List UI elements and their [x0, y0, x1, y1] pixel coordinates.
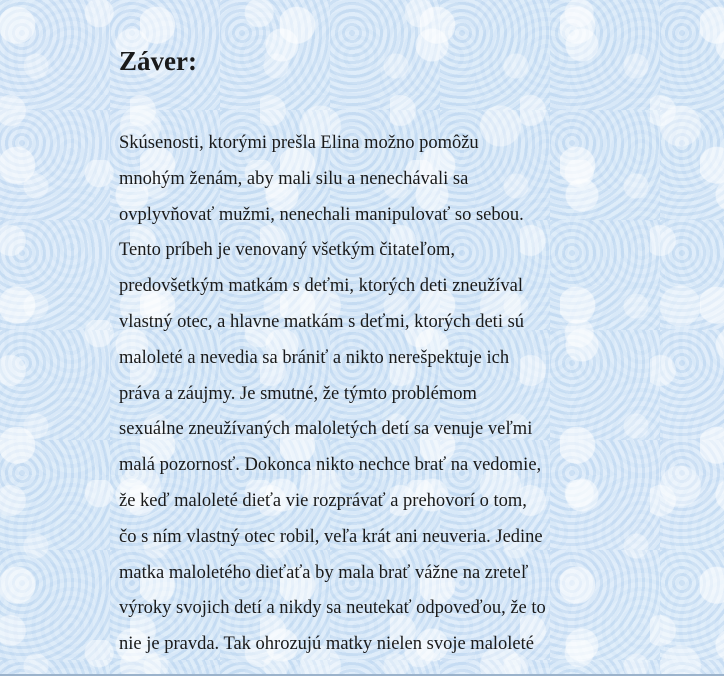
text-line: malá pozornosť. Dokonca nikto nechce brať na vedomie, — [119, 455, 542, 476]
text-line: Tento príbeh je venovaný všetkým čitateľom, — [119, 240, 456, 261]
text-line: vlastný otec, a hlavne matkám s deťmi, ktorých deti sú — [119, 311, 525, 332]
text-line: mnohým ženám, aby mali silu a nenechávali sa — [119, 168, 469, 189]
text-line: čo s ním vlastný otec robil, veľa krát ani neuveria. Jedine — [119, 526, 543, 547]
text-line: ovplyvňovať mužmi, nenechali manipulovať so sebou. — [119, 204, 524, 225]
text-line: že keď maloleté dieťa vie rozprávať a prehovorí o tom, — [119, 490, 527, 511]
text-line: práva a záujmy. Je smutné, že týmto problémom — [119, 383, 477, 404]
body-paragraph — [119, 126, 619, 663]
text-line: Skúsenosti, ktorými prešla Elina možno pomôžu — [119, 133, 479, 153]
text-line: výroky svojich detí a nikdy sa neutekať odpoveďou, že to — [119, 598, 546, 619]
text-line: matka maloletého dieťaťa by mala brať vážne na zreteľ — [119, 562, 529, 583]
text-line: predovšetkým matkám s deťmi, ktorých deti zneužíval — [119, 276, 524, 297]
text-line: maloleté a nevedia sa brániť a nikto nerešpektuje ich — [119, 347, 510, 368]
text-line: sexuálne zneužívaných maloletých detí sa venuje veľmi — [119, 419, 533, 440]
text-line: nie je pravda. Tak ohrozujú matky nielen svoje maloleté — [119, 634, 534, 655]
section-heading: Záver: — [119, 46, 197, 76]
